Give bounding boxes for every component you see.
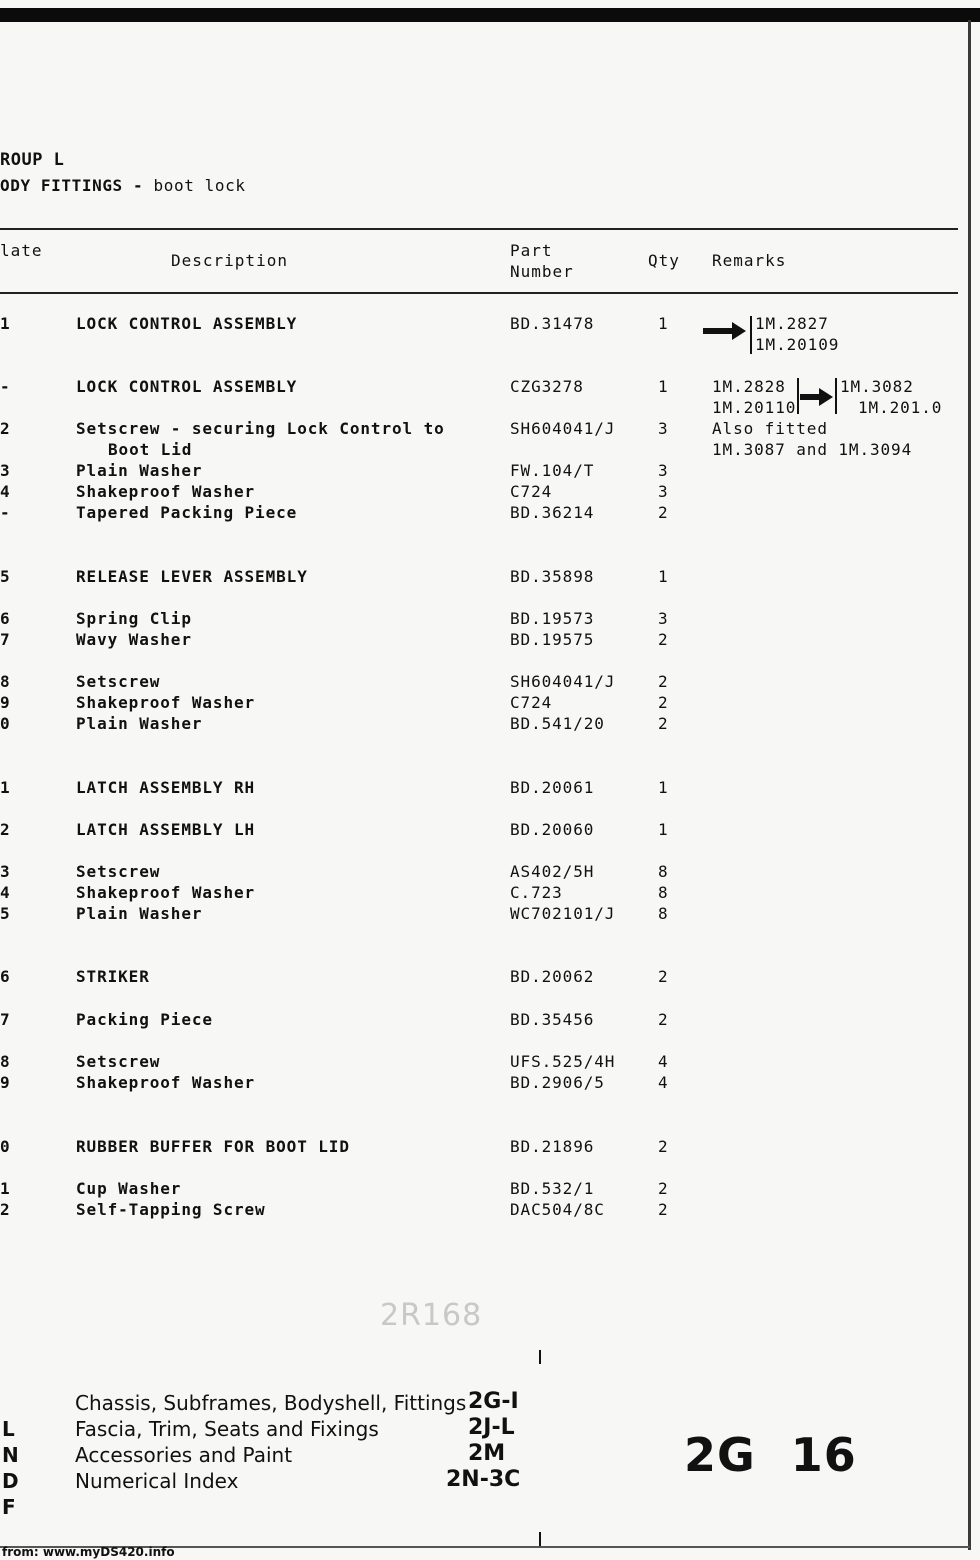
remark-2-b-right: 1M.201.0: [858, 398, 943, 417]
plate-number: 4: [0, 883, 11, 902]
plate-number: -: [0, 377, 11, 396]
plate-number: 1: [0, 778, 11, 797]
quantity: 8: [658, 862, 669, 881]
quantity: 4: [658, 1052, 669, 1071]
plate-number: 5: [0, 904, 11, 923]
plate-number: 1: [0, 314, 11, 333]
group-subtitle-sep: -: [133, 176, 144, 195]
part-description: Self-Tapping Screw: [76, 1200, 266, 1219]
quantity: 1: [658, 820, 669, 839]
part-number: CZG3278: [510, 377, 584, 396]
plate-number: 9: [0, 1073, 11, 1092]
part-number: BD.20060: [510, 820, 595, 839]
part-number: BD.19573: [510, 609, 595, 628]
right-border: [968, 20, 971, 1550]
part-number: BD.541/20: [510, 714, 605, 733]
footer-label-2: Fascia, Trim, Seats and Fixings: [75, 1417, 379, 1441]
part-number: WC702101/J: [510, 904, 616, 923]
plate-number: 3: [0, 461, 11, 480]
part-number: BD.2906/5: [510, 1073, 605, 1092]
header-top-rule: [0, 228, 958, 230]
part-description: Setscrew: [76, 1052, 161, 1071]
footer-tick: [539, 1350, 541, 1364]
footer-label-1: Chassis, Subframes, Bodyshell, Fittings: [75, 1391, 467, 1415]
part-description: Plain Washer: [76, 461, 203, 480]
quantity: 3: [658, 482, 669, 501]
page-code: 2G 16: [684, 1428, 857, 1482]
part-description: Tapered Packing Piece: [76, 503, 298, 522]
footer-label-4: Numerical Index: [75, 1469, 239, 1493]
part-number: BD.20062: [510, 967, 595, 986]
part-description: Shakeproof Washer: [76, 693, 256, 712]
plate-number: 3: [0, 862, 11, 881]
quantity: 3: [658, 419, 669, 438]
top-border: [0, 8, 980, 22]
header-part-line1: Part: [510, 241, 553, 260]
remark-1-a: 1M.2827: [755, 314, 829, 333]
side-letter-1: L: [2, 1417, 15, 1441]
footer-code-2: 2J-L: [468, 1415, 515, 1440]
plate-number: 4: [0, 482, 11, 501]
group-subtitle: [0, 176, 246, 195]
source-url: from: www.myDS420.info: [2, 1545, 175, 1559]
quantity: 2: [658, 693, 669, 712]
part-number: BD.35898: [510, 567, 595, 586]
header-bottom-rule: [0, 292, 958, 294]
part-number: BD.20061: [510, 778, 595, 797]
part-number: BD.36214: [510, 503, 595, 522]
quantity: 2: [658, 967, 669, 986]
plate-number: 9: [0, 693, 11, 712]
part-description: Shakeproof Washer: [76, 1073, 256, 1092]
part-description: Plain Washer: [76, 904, 203, 923]
remark-2-c: Also fitted: [712, 419, 828, 438]
remark-2-a-right: 1M.3082: [840, 377, 914, 396]
part-number: DAC504/8C: [510, 1200, 605, 1219]
plate-number: 7: [0, 630, 11, 649]
quantity: 3: [658, 609, 669, 628]
footer-tick: [539, 1532, 541, 1546]
part-description: Setscrew: [76, 862, 161, 881]
part-description: Packing Piece: [76, 1010, 213, 1029]
part-description: Plain Washer: [76, 714, 203, 733]
footer-code-1: 2G-I: [468, 1389, 519, 1414]
header-qty: Qty: [648, 251, 680, 270]
part-description: STRIKER: [76, 967, 150, 986]
part-description: Setscrew: [76, 672, 161, 691]
part-number: SH604041/J: [510, 419, 616, 438]
header-part-line2: Number: [510, 262, 574, 281]
remark-2-a-left: 1M.2828: [712, 377, 786, 396]
part-description: LOCK CONTROL ASSEMBLY: [76, 314, 298, 333]
quantity: 4: [658, 1073, 669, 1092]
quantity: 2: [658, 1137, 669, 1156]
part-number: C724: [510, 482, 553, 501]
part-description: LOCK CONTROL ASSEMBLY: [76, 377, 298, 396]
quantity: 2: [658, 1200, 669, 1219]
plate-number: 8: [0, 672, 11, 691]
header-description: Description: [171, 251, 288, 270]
part-number: BD.31478: [510, 314, 595, 333]
remark-arrow: [800, 394, 820, 400]
part-description: Wavy Washer: [76, 630, 192, 649]
plate-number: 1: [0, 1179, 11, 1198]
plate-number: 2: [0, 419, 11, 438]
group-subtitle-prefix: ODY FITTINGS: [0, 176, 123, 195]
footer-code-3: 2M: [468, 1441, 506, 1466]
quantity: 8: [658, 904, 669, 923]
plate-number: 0: [0, 714, 11, 733]
part-number: AS402/5H: [510, 862, 595, 881]
plate-number: 7: [0, 1010, 11, 1029]
header-plate: late: [0, 241, 43, 260]
part-description: Cup Washer: [76, 1179, 182, 1198]
group-title: ROUP L: [0, 150, 65, 170]
plate-number: 6: [0, 967, 11, 986]
quantity: 2: [658, 630, 669, 649]
part-description-cont: Boot Lid: [108, 440, 193, 459]
plate-number: 5: [0, 567, 11, 586]
part-number: C724: [510, 693, 553, 712]
part-description: RELEASE LEVER ASSEMBLY: [76, 567, 308, 586]
remark-arrowhead: [819, 388, 833, 406]
remark-bar: [750, 316, 752, 354]
plate-number: 2: [0, 820, 11, 839]
quantity: 2: [658, 1179, 669, 1198]
quantity: 2: [658, 672, 669, 691]
quantity: 1: [658, 377, 669, 396]
part-description: Shakeproof Washer: [76, 482, 256, 501]
header-remarks: Remarks: [712, 251, 787, 270]
quantity: 8: [658, 883, 669, 902]
plate-number: 6: [0, 609, 11, 628]
remark-arrowhead: [732, 322, 746, 340]
quantity: 1: [658, 314, 669, 333]
part-number: C.723: [510, 883, 563, 902]
part-description: RUBBER BUFFER FOR BOOT LID: [76, 1137, 350, 1156]
footer-label-3: Accessories and Paint: [75, 1443, 293, 1467]
remark-arrow: [703, 328, 733, 334]
side-letter-3: D: [2, 1469, 19, 1493]
part-number: UFS.525/4H: [510, 1052, 616, 1071]
stamp: 2R168: [380, 1298, 483, 1333]
part-number: FW.104/T: [510, 461, 595, 480]
quantity: 1: [658, 567, 669, 586]
part-description: Shakeproof Washer: [76, 883, 256, 902]
side-letter-4: F: [2, 1495, 16, 1519]
part-number: BD.21896: [510, 1137, 595, 1156]
part-number: SH604041/J: [510, 672, 616, 691]
remark-bar: [797, 378, 799, 414]
part-description: Setscrew - securing Lock Control to: [76, 419, 445, 438]
plate-number: 0: [0, 1137, 11, 1156]
plate-number: -: [0, 503, 11, 522]
remark-1-b: 1M.20109: [755, 335, 840, 354]
part-description: LATCH ASSEMBLY RH: [76, 778, 256, 797]
quantity: 3: [658, 461, 669, 480]
group-subtitle-rest: boot lock: [153, 176, 246, 195]
part-description: Spring Clip: [76, 609, 192, 628]
footer-code-4: 2N-3C: [446, 1467, 521, 1492]
remark-2-b-left: 1M.20110: [712, 398, 797, 417]
quantity: 2: [658, 714, 669, 733]
plate-number: 2: [0, 1200, 11, 1219]
part-number: BD.35456: [510, 1010, 595, 1029]
quantity: 1: [658, 778, 669, 797]
side-letter-2: N: [2, 1443, 19, 1467]
quantity: 2: [658, 1010, 669, 1029]
plate-number: 8: [0, 1052, 11, 1071]
remark-bar: [835, 378, 837, 414]
remark-2-d: 1M.3087 and 1M.3094: [712, 440, 913, 459]
part-number: BD.19575: [510, 630, 595, 649]
part-number: BD.532/1: [510, 1179, 595, 1198]
quantity: 2: [658, 503, 669, 522]
part-description: LATCH ASSEMBLY LH: [76, 820, 256, 839]
